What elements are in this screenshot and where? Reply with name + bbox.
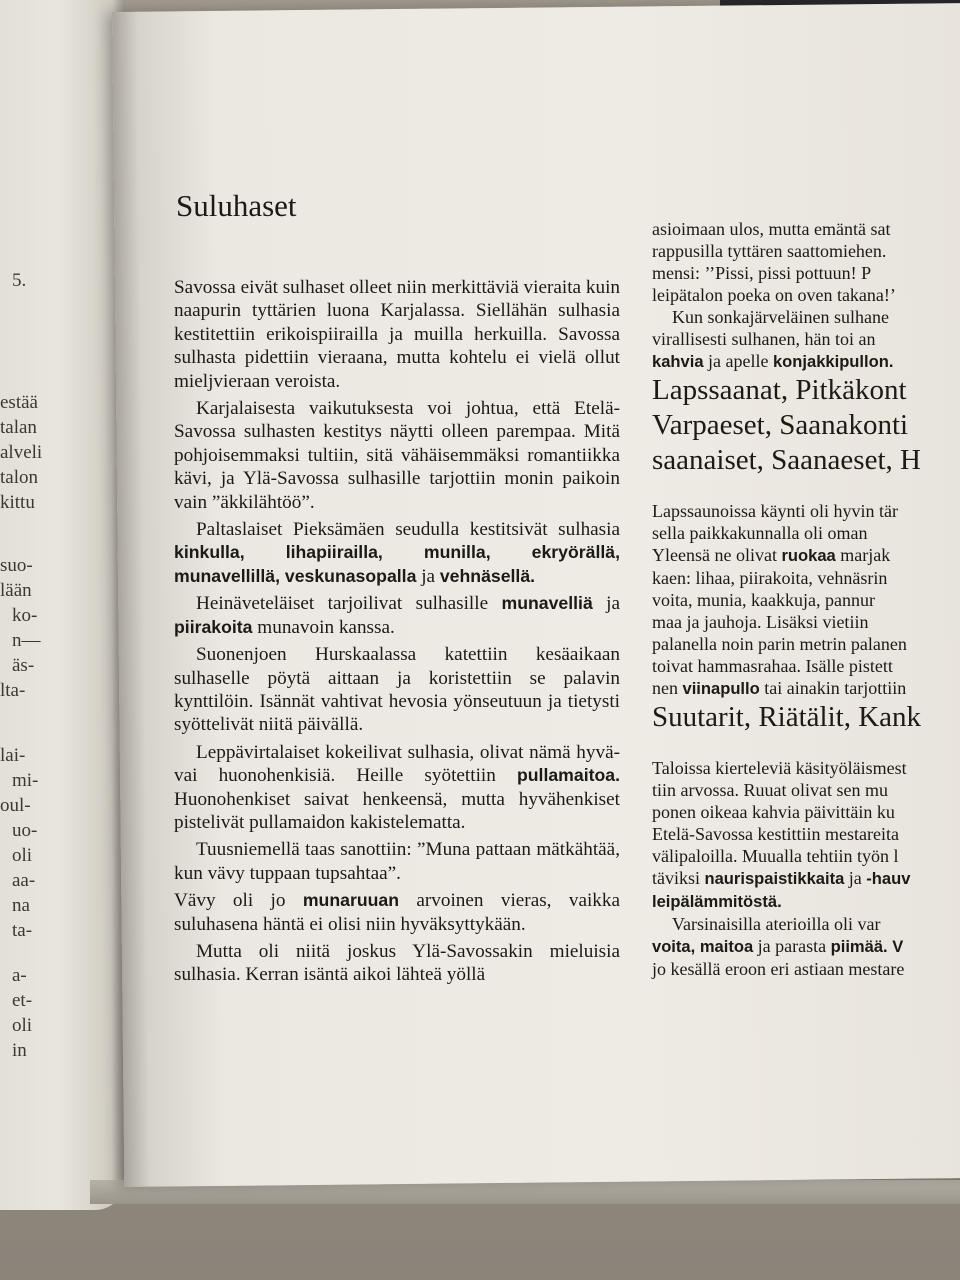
text-run: munavoin kanssa. (252, 616, 395, 638)
paragraph-9: Mutta oli niitä joskus Ylä-Savossakin mieluisia sulhasia. Kerran isäntä aikoi lähteä yöllä (174, 940, 620, 986)
bold-food-term: munavelliä (501, 593, 593, 614)
text-line (652, 544, 960, 567)
left-text-column (174, 276, 620, 991)
paragraph-7: Tuusniemellä taas sanottiin: ”Muna pattaan mätkähtää, kun vävy tuppaan tupsahtaa”. (174, 839, 620, 884)
left-page-text-fragment: mi- (12, 770, 39, 791)
bold-food-term: V (887, 937, 904, 956)
bold-food-term: ruokaa (781, 546, 836, 565)
heading-line: Lapssaanat, Pitkäkont (652, 374, 907, 406)
bold-food-term: kinkulla, lihapiirailla, munilla, ekryörällä, munavellillä, veskunasopalla (174, 542, 620, 586)
text-line: ponen oikeaa kahvia päivittäin ku (652, 802, 895, 822)
left-page-text-fragment: na (12, 895, 30, 916)
text-run: Leppävirtalaiset kokeilivat sulhasia, olivat nämä hyvä- vai huonohenkisiä. Heille syötettiin (174, 741, 620, 787)
left-page-text-fragment: oul- (0, 795, 31, 816)
text-line: Etelä-Savossa kestittiin mestareita (652, 824, 899, 844)
bold-food-term: pullamaitoa. (516, 765, 620, 786)
text-line: tiin arvossa. Ruuat olivat sen mu (652, 780, 888, 800)
text-run: Yleensä ne olivat (652, 545, 782, 565)
text-run: ja (416, 565, 440, 587)
heading-line: Varpaeset, Saanakonti (652, 409, 909, 441)
left-page-text-fragment: in (12, 1040, 27, 1061)
bold-food-term: naurispaistikkaita (704, 869, 845, 888)
section-heading-lapssaanat (652, 373, 960, 478)
text-run: Vävy oli jo (174, 890, 303, 912)
heading-line: Suutarit, Riätälit, Kank (652, 701, 922, 733)
left-page-text-fragment: talan (0, 417, 37, 438)
left-page-text-fragment: n— (12, 630, 41, 651)
text-run: marjak (835, 545, 891, 565)
left-page-text-fragment: ta- (12, 920, 33, 941)
text-line: rappusilla tyttären saattomiehen. (652, 241, 887, 261)
text-line (652, 350, 960, 373)
bold-food-term: leipälämmitöstä. (652, 892, 782, 911)
left-page-text-fragment: kittu (0, 492, 35, 513)
left-page-text-fragment: oli (12, 845, 33, 866)
text-line: Varsinaisilla aterioilla oli var (672, 914, 881, 934)
text-run: ja (592, 593, 620, 615)
left-page-text-fragment: ko- (12, 605, 38, 626)
text-run: ja parasta (753, 936, 831, 956)
text-run: täviksi (652, 868, 705, 888)
text-line: Lapssaunoissa käynti oli hyvin tär (652, 501, 898, 521)
paragraph-6 (174, 741, 620, 835)
text-line: jo kesällä eroon eri astiaan mestare (652, 959, 905, 979)
bold-food-term: piirakoita (174, 616, 253, 637)
text-line: kaen: lihaa, piirakoita, vehnäsrin (652, 568, 888, 588)
text-line: asioimaan ulos, mutta emäntä sat (652, 219, 891, 239)
bold-food-term: voita, maitoa (652, 937, 754, 956)
left-page (0, 0, 125, 1210)
text-run: arvoinen vieras, vaikka suluhasena häntä ei olisi niin hyväksyttykään. (174, 890, 620, 935)
text-line (652, 935, 960, 958)
text-run: ja (844, 868, 867, 888)
left-page-text-fragment: a- (12, 965, 27, 986)
left-page-text-fragment: aa- (12, 870, 36, 891)
text-line: palanella noin parin metrin palanen (652, 634, 907, 654)
text-line (652, 890, 960, 913)
text-run: Heinäveteläiset tarjoilivat sulhasille (196, 593, 502, 615)
text-line: voita, munia, kaakkuja, pannur (652, 590, 875, 610)
text-line: virallisesti sulhanen, hän toi an (652, 329, 876, 349)
left-page-text-fragment: lta- (0, 680, 26, 701)
text-run: Huonohenkiset saivat henkeensä, mutta hyvähenkiset pistelivät pullamaidon kakistelematta. (174, 788, 620, 833)
right-text-column (652, 218, 960, 980)
paragraph-5: Suonenjoen Hurskaalassa katettiin kesäaikaan sulhaselle pöytä aittaan ja koristettiin se palavin kynttilöin. Isännät vahtivat hevosia yönseutuun ja tietysti syöttelivät niitä päivällä. (174, 644, 620, 736)
left-page-text-fragment: äs- (12, 655, 35, 676)
text-run: tai ainakin tarjottiin (759, 678, 907, 698)
section-heading-suutarit (652, 700, 960, 735)
left-page-text-fragment: talon (0, 467, 38, 488)
left-page-text-fragment: oli (12, 1015, 33, 1036)
left-page-text-fragment: et- (12, 990, 33, 1011)
text-line: Kun sonkajärveläinen sulhane (672, 307, 889, 327)
heading-line: saanaiset, Saanaeset, H (652, 444, 921, 476)
paragraph-4 (174, 592, 620, 639)
section-body-suutarit (652, 757, 960, 980)
paragraph-8 (174, 889, 620, 936)
bold-food-term: munaruuan (302, 890, 399, 911)
paragraph-3 (174, 518, 620, 588)
left-page-text-fragment: lai- (0, 745, 26, 766)
text-line: mensi: ’’Pissi, pissi pottuun! P (652, 263, 872, 283)
text-line: leipätalon poeka on oven takana!’ (652, 285, 896, 305)
left-page-text-fragment: alveli (0, 442, 43, 463)
text-line (652, 867, 960, 890)
text-line: välipaloilla. Muualla tehtiin työn l (652, 846, 899, 866)
text-line: Taloissa kierteleviä käsityöläismest (652, 758, 907, 778)
bold-food-term: kahvia (652, 352, 704, 371)
bold-food-term: viinapullo (682, 679, 760, 698)
left-page-text-fragment: suo- (0, 555, 33, 576)
paragraph-1: Savossa eivät sulhaset olleet niin merkittäviä vieraita kuin naapurin tyttärien luona Karjalassa. Siellähän sulhasia kestitettiin erikoispiirailla ja muilla herkuilla. Savossa sulhasta pidettiin vieraana, mutta kohtelu ei vielä ollut mieljvieraan veroista. (174, 277, 620, 392)
text-line (652, 677, 960, 700)
left-page-text-fragment: estää (0, 392, 38, 413)
paragraph-2: Karjalaisesta vaikutuksesta voi johtua, että Etelä-Savossa sulhasten kestitys näytti olleen parempaa. Mitä pohjoisemmaksi tultiin, sitä vähäisemmäksi romantiikka kävi, ja Ylä-Savossa sulhasille tarjottiin monin paikoin vain ”äkkilähtöö”. (174, 398, 620, 513)
left-page-text-fragment: lään (0, 580, 32, 601)
text-run: Paltaslaiset Pieksämäen seudulla kestitsivät sulhasia (196, 519, 620, 541)
bold-food-term: -hauv (866, 869, 911, 888)
bold-food-term: piimää. (830, 937, 888, 956)
left-page-text-fragment: uo- (12, 820, 38, 841)
text-run: ja apelle (703, 351, 773, 371)
bold-food-term: vehnäsellä. (439, 565, 536, 586)
bold-food-term: konjakkipullon. (772, 352, 894, 371)
page-title: Suluhaset (176, 188, 297, 223)
text-run: nen (652, 678, 683, 698)
section-body-lapssaanat (652, 500, 960, 700)
text-line: toivat hammasrahaa. Isälle pistett (652, 656, 893, 676)
text-line: sella paikkakunnalla oli oman (652, 523, 868, 543)
text-line: maa ja jauhoja. Lisäksi vietiin (652, 612, 869, 632)
left-page-text-fragment: 5. (12, 270, 27, 291)
